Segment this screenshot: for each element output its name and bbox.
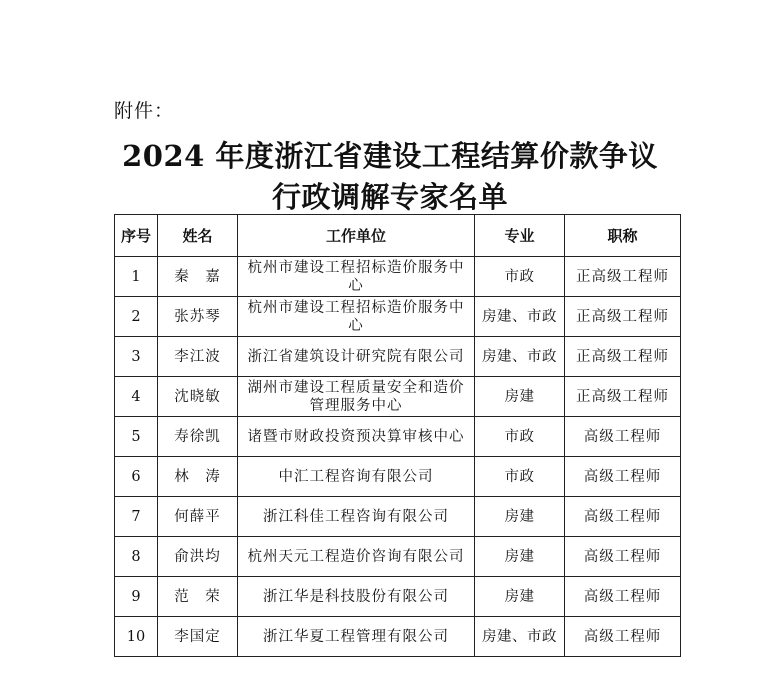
cell-title: 正高级工程师 [565,377,681,417]
table-row [115,497,681,537]
cell-title: 高级工程师 [565,457,681,497]
document-title-line2: 行政调解专家名单 [271,180,508,214]
table-row [115,297,681,337]
cell-name: 林 涛 [158,457,238,497]
cell-specialty: 房建、市政 [475,617,565,657]
header-name: 姓名 [158,215,238,257]
cell-unit: 中汇工程咨询有限公司 [238,457,475,497]
cell-name: 李江波 [158,337,238,377]
cell-specialty: 房建 [475,377,565,417]
table-header-row [115,215,681,257]
cell-name: 俞洪均 [158,537,238,577]
cell-specialty: 房建 [475,537,565,577]
cell-no: 1 [115,257,158,297]
table-row [115,377,681,417]
cell-title: 正高级工程师 [565,297,681,337]
cell-specialty: 市政 [475,457,565,497]
attachment-label: 附件： [114,100,175,122]
expert-list-table [114,214,681,657]
table-row [115,577,681,617]
cell-unit: 浙江华是科技股份有限公司 [238,577,475,617]
cell-unit: 诸暨市财政投资预决算审核中心 [238,417,475,457]
table-row [115,257,681,297]
cell-no: 7 [115,497,158,537]
cell-specialty: 市政 [475,257,565,297]
table-row [115,537,681,577]
cell-specialty: 房建 [475,577,565,617]
header-specialty: 专业 [475,215,565,257]
cell-title: 高级工程师 [565,497,681,537]
table-row [115,417,681,457]
cell-unit: 浙江科佳工程咨询有限公司 [238,497,475,537]
table-row [115,337,681,377]
cell-unit: 湖州市建设工程质量安全和造价管理服务中心 [238,377,475,417]
cell-specialty: 房建、市政 [475,337,565,377]
table-row [115,457,681,497]
cell-name: 范 荣 [158,577,238,617]
document-title-line1: 2024 年度浙江省建设工程结算价款争议 [122,139,658,173]
cell-title: 正高级工程师 [565,337,681,377]
cell-unit: 杭州天元工程造价咨询有限公司 [238,537,475,577]
cell-no: 3 [115,337,158,377]
cell-title: 高级工程师 [565,417,681,457]
cell-specialty: 房建、市政 [475,297,565,337]
cell-unit: 浙江省建筑设计研究院有限公司 [238,337,475,377]
cell-title: 高级工程师 [565,577,681,617]
cell-unit: 浙江华夏工程管理有限公司 [238,617,475,657]
header-title: 职称 [565,215,681,257]
header-unit: 工作单位 [238,215,475,257]
cell-unit: 杭州市建设工程招标造价服务中心 [238,257,475,297]
cell-name: 寿徐凯 [158,417,238,457]
cell-specialty: 房建 [475,497,565,537]
table-row [115,617,681,657]
cell-unit: 杭州市建设工程招标造价服务中心 [238,297,475,337]
cell-specialty: 市政 [475,417,565,457]
cell-no: 8 [115,537,158,577]
header-no: 序号 [115,215,158,257]
cell-no: 9 [115,577,158,617]
cell-name: 秦 嘉 [158,257,238,297]
cell-title: 正高级工程师 [565,257,681,297]
cell-name: 张苏琴 [158,297,238,337]
cell-no: 5 [115,417,158,457]
cell-name: 李国定 [158,617,238,657]
cell-no: 10 [115,617,158,657]
cell-title: 高级工程师 [565,537,681,577]
cell-no: 4 [115,377,158,417]
cell-title: 高级工程师 [565,617,681,657]
cell-no: 6 [115,457,158,497]
cell-name: 沈晓敏 [158,377,238,417]
cell-no: 2 [115,297,158,337]
cell-name: 何薛平 [158,497,238,537]
